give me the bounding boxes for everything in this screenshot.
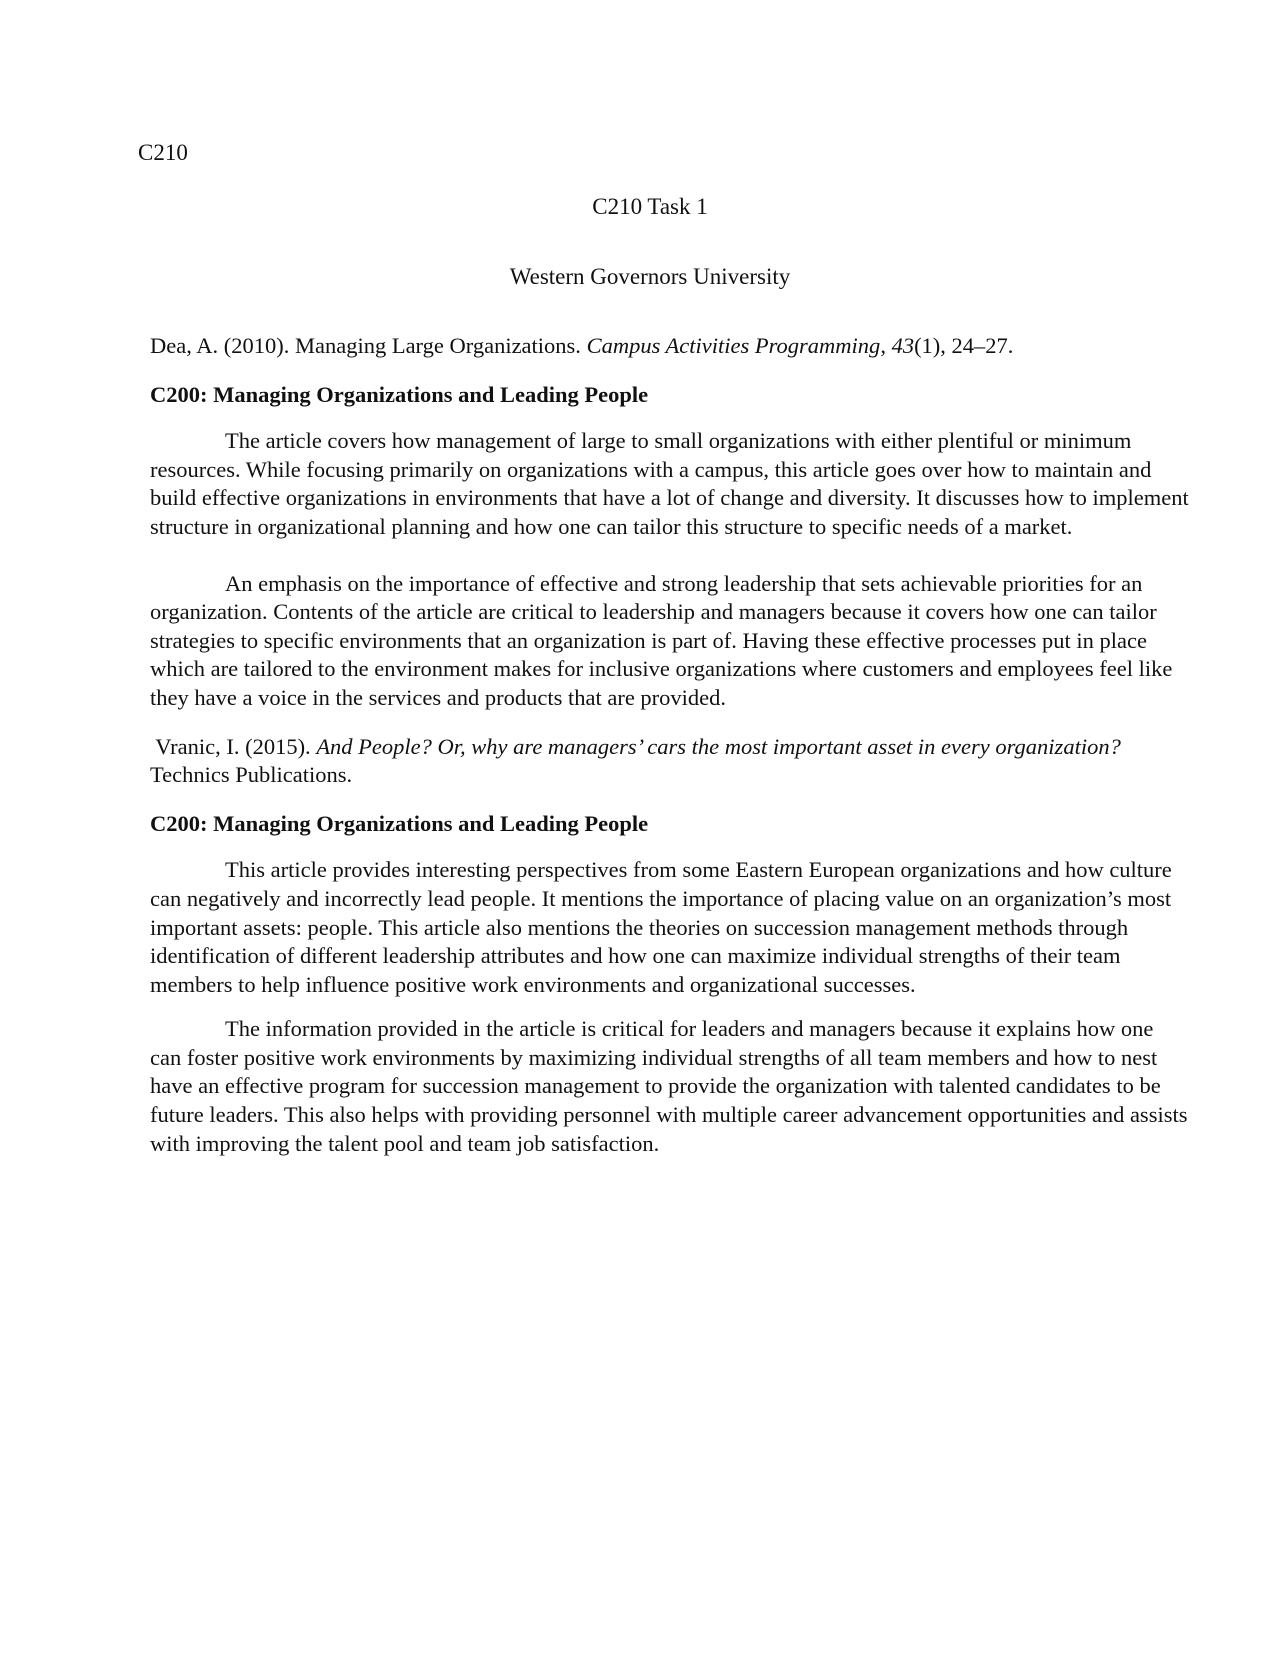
citation-title: And People? Or, why are managers’ cars the most important asset in every organization? xyxy=(316,733,1121,759)
document-title: C210 Task 1 xyxy=(592,194,708,219)
summary-paragraph: The article covers how management of large to small organizations with either plentiful or minimum resources. While focusing primarily on organizations with a campus, this article goes over how to maintain and build effective organizations in environments that have a lot of change and diversity. It discusses how to implement structure in organizational planning and how one can tailor this structure to specific needs of a market. xyxy=(150,428,1189,539)
source-entry-1 xyxy=(150,332,1190,713)
institution-name: Western Governors University xyxy=(509,264,791,289)
source-entry-2 xyxy=(150,733,1190,1159)
document-body xyxy=(150,332,1190,1158)
citation-journal: Campus Activities Programming xyxy=(586,333,881,358)
citation-dea xyxy=(150,332,1190,361)
citation-prefix: Vranic, I. (2015). xyxy=(150,733,317,759)
summary-paragraph: This article provides interesting perspectives from some Eastern European organizations and how culture can negatively and incorrectly lead people. It mentions the importance of placing value on an organization’s most important assets: people. This article also mentions the theories on succession management methods through identification of different leadership attributes and how one can maximize individual strengths of their team members to help influence positive work environments and organizational successes. xyxy=(150,857,1172,997)
citation-vranic xyxy=(150,733,1190,790)
citation-suffix: (1), 24–27. xyxy=(914,333,1014,358)
citation-volume: 43 xyxy=(891,333,915,358)
citation-suffix: Technics Publications. xyxy=(150,762,353,788)
summary-paragraph: The information provided in the article is critical for leaders and managers because it explains how one can foster positive work environments by maximizing individual strengths of all team members and how to nest have an effective program for succession management to provide the organization with talented candidates to be future leaders. This also helps with providing personnel with multiple career advancement opportunities and assists with improving the talent pool and team job satisfaction. xyxy=(150,1016,1188,1156)
running-head: C210 xyxy=(138,140,188,165)
course-heading: C200: Managing Organizations and Leading People xyxy=(150,810,649,836)
summary-paragraph: An emphasis on the importance of effective and strong leadership that sets achievable priorities for an organization. Contents of the article are critical to leadership and managers because it covers how one can tailor strategies to specific environments that an organization is part of. Having these effective processes put in place which are tailored to the environment makes for inclusive organizations where customers and employees feel like they have a voice in the services and products that are provided. xyxy=(150,570,1173,710)
citation-separator: , xyxy=(880,333,892,358)
course-heading: C200: Managing Organizations and Leading People xyxy=(150,381,649,407)
citation-prefix: Dea, A. (2010). Managing Large Organizations. xyxy=(150,333,587,358)
